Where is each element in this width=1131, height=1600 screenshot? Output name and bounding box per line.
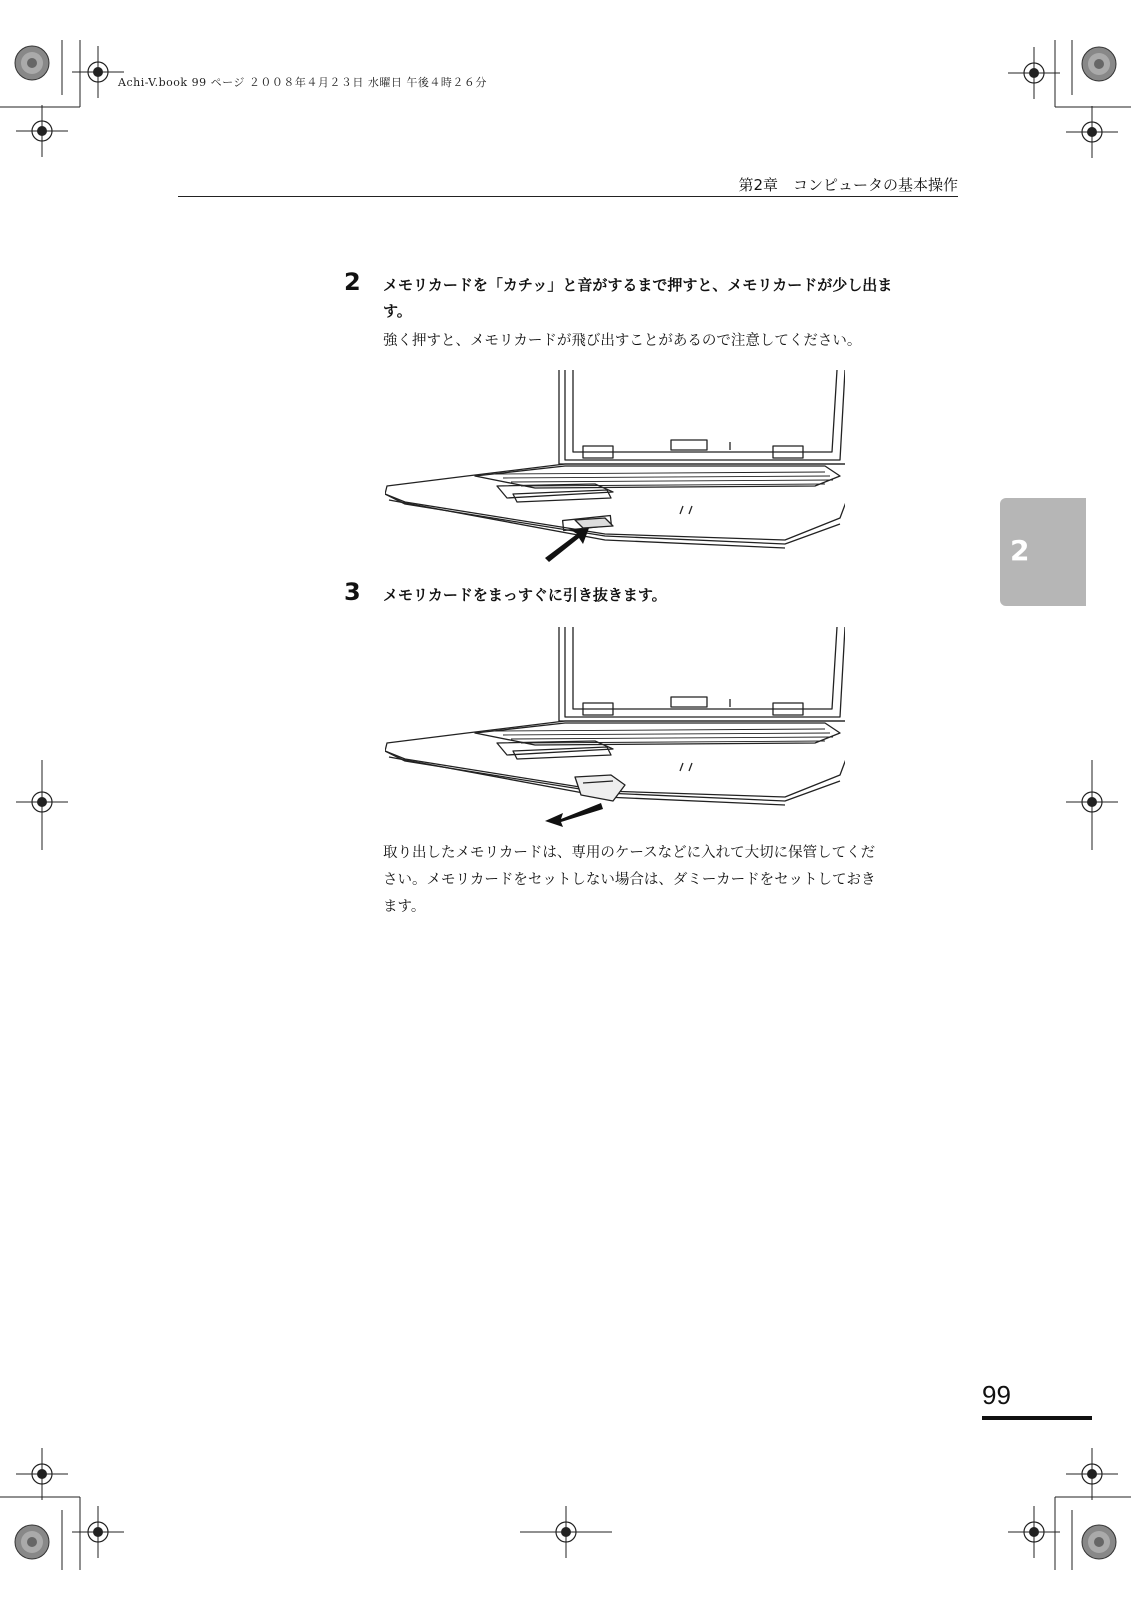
step-title-line: す。 <box>383 302 412 320</box>
laptop-eject-illustration <box>385 368 845 568</box>
chapter-title: 第2章 コンピュータの基本操作 <box>738 176 958 194</box>
step-title <box>383 272 892 324</box>
closing-line: 取り出したメモリカードは、専用のケースなどに入れて大切に保管してくだ <box>383 845 876 861</box>
chapter-tab-number: 2 <box>1010 534 1030 567</box>
step-note: 強く押すと、メモリカードが飛び出すことがあるので注意してください。 <box>383 333 862 349</box>
closing-line: さい。メモリカードをセットしない場合は、ダミーカードをセットしておき <box>383 872 876 888</box>
laptop-remove-illustration <box>385 625 845 830</box>
closing-paragraph <box>383 840 876 921</box>
step-number: 3 <box>344 578 361 606</box>
page-number-rule <box>982 1416 1092 1420</box>
step-title: メモリカードをまっすぐに引き抜きます。 <box>383 586 667 604</box>
step-number: 2 <box>344 268 361 296</box>
chapter-header <box>178 172 958 197</box>
print-info: Achi-V.book 99 ページ ２００８年４月２３日 水曜日 午後４時２６分 <box>118 76 487 89</box>
chapter-tab <box>1000 498 1086 606</box>
page-number: 99 <box>982 1380 1011 1410</box>
closing-line: ます。 <box>383 899 426 915</box>
step-title-line: メモリカードを「カチッ」と音がするまで押すと、メモリカードが少し出ま <box>383 276 893 294</box>
